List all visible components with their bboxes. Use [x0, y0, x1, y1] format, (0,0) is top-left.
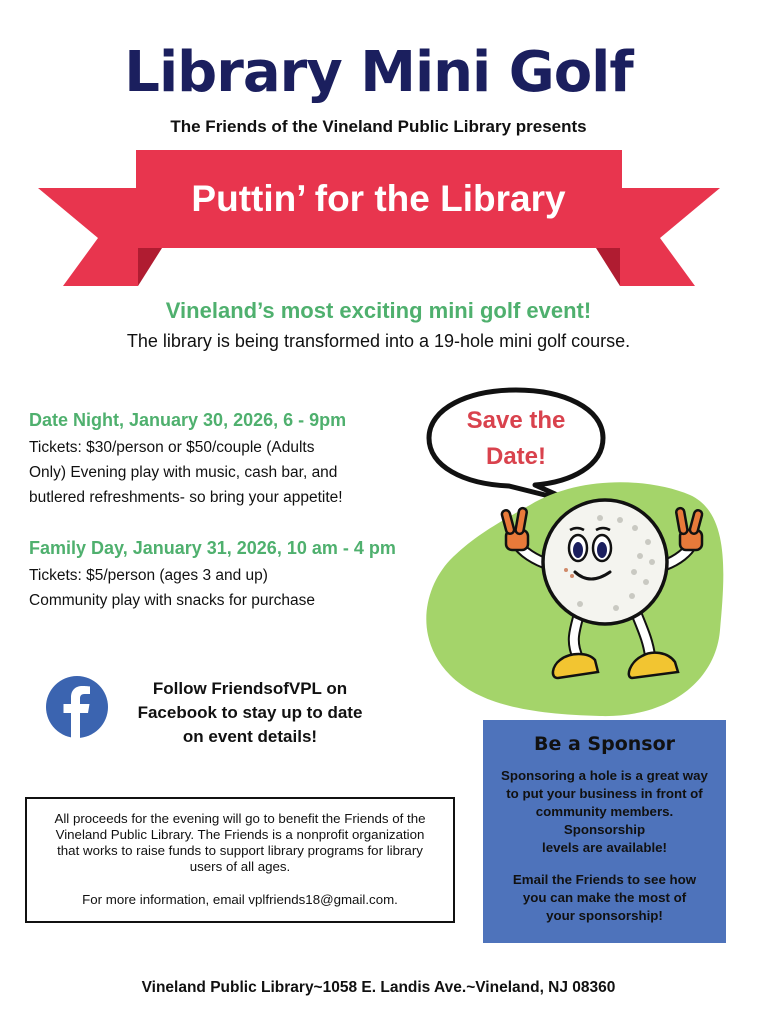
sponsor-cta-line: Email the Friends to see how: [512, 872, 697, 887]
facebook-follow-text: [115, 677, 385, 749]
ribbon-left-fold: [138, 248, 162, 286]
ribbon-right-fold: [596, 248, 620, 286]
bubble-line: Date!: [485, 443, 546, 470]
facebook-line: on event details!: [182, 727, 318, 746]
sponsor-cta-line: your sponsorship!: [546, 908, 663, 923]
info-line: Vineland Public Library. The Friends is a nonprofit organization: [55, 827, 425, 842]
footer-address: Vineland Public Library~1058 E. Landis Ave.~Vineland, NJ 08360: [141, 979, 616, 996]
tagline: Vineland’s most exciting mini golf event!: [165, 298, 592, 323]
save-the-date-text: [437, 403, 595, 475]
sponsor-body: [483, 767, 726, 857]
family-day-section: [29, 538, 449, 613]
presenter-line: The Friends of the Vineland Public Library presents: [170, 117, 587, 136]
info-email-line: For more information, email vplfriends18@gmail.com.: [82, 892, 398, 907]
date-night-line: Only) Evening play with music, cash bar, and: [29, 464, 338, 481]
family-day-line: Tickets: $5/person (ages 3 and up): [29, 567, 268, 584]
sponsor-cta: [483, 871, 726, 925]
proceeds-info-box: [25, 797, 455, 923]
date-night-title: Date Night, January 30, 2026, 6 - 9pm: [29, 410, 347, 430]
date-night-line: Tickets: $30/person or $50/couple (Adults: [29, 439, 315, 456]
golf-ball-mascot: [420, 480, 740, 720]
sponsor-line: levels are available!: [542, 840, 667, 855]
family-day-title: Family Day, January 31, 2026, 10 am - 4 pm: [29, 538, 396, 558]
ribbon-banner: [38, 150, 720, 290]
sponsor-title: Be a Sponsor: [533, 733, 675, 755]
event-title: Library Mini Golf: [124, 40, 633, 105]
family-day-line: Community play with snacks for purchase: [29, 592, 316, 609]
sponsor-line: to put your business in front of: [506, 786, 703, 801]
sponsor-line: community members.: [535, 804, 674, 819]
info-line: All proceeds for the evening will go to benefit the Friends of the: [54, 811, 426, 826]
date-night-line: butlered refreshments- so bring your appetite!: [29, 489, 343, 506]
date-night-section: [29, 410, 409, 510]
info-line: users of all ages.: [189, 859, 291, 874]
sponsor-box: [483, 720, 726, 943]
sponsor-line: Sponsorship: [563, 822, 646, 837]
sponsor-cta-line: you can make the most of: [522, 890, 687, 905]
facebook-line: Follow FriendsofVPL on: [152, 679, 348, 698]
facebook-line: Facebook to stay up to date: [137, 703, 363, 722]
facebook-icon[interactable]: [46, 676, 108, 738]
golf-ball: [543, 500, 667, 624]
info-line: that works to raise funds to support library programs for library: [57, 843, 423, 858]
bubble-line: Save the: [466, 407, 566, 434]
ribbon-left-tail: [38, 188, 138, 286]
subline: The library is being transformed into a 19-hole mini golf course.: [126, 331, 631, 351]
sponsor-line: Sponsoring a hole is a great way: [501, 768, 708, 783]
banner-text: Puttin’ for the Library: [191, 178, 566, 219]
ribbon-right-tail: [620, 188, 720, 286]
